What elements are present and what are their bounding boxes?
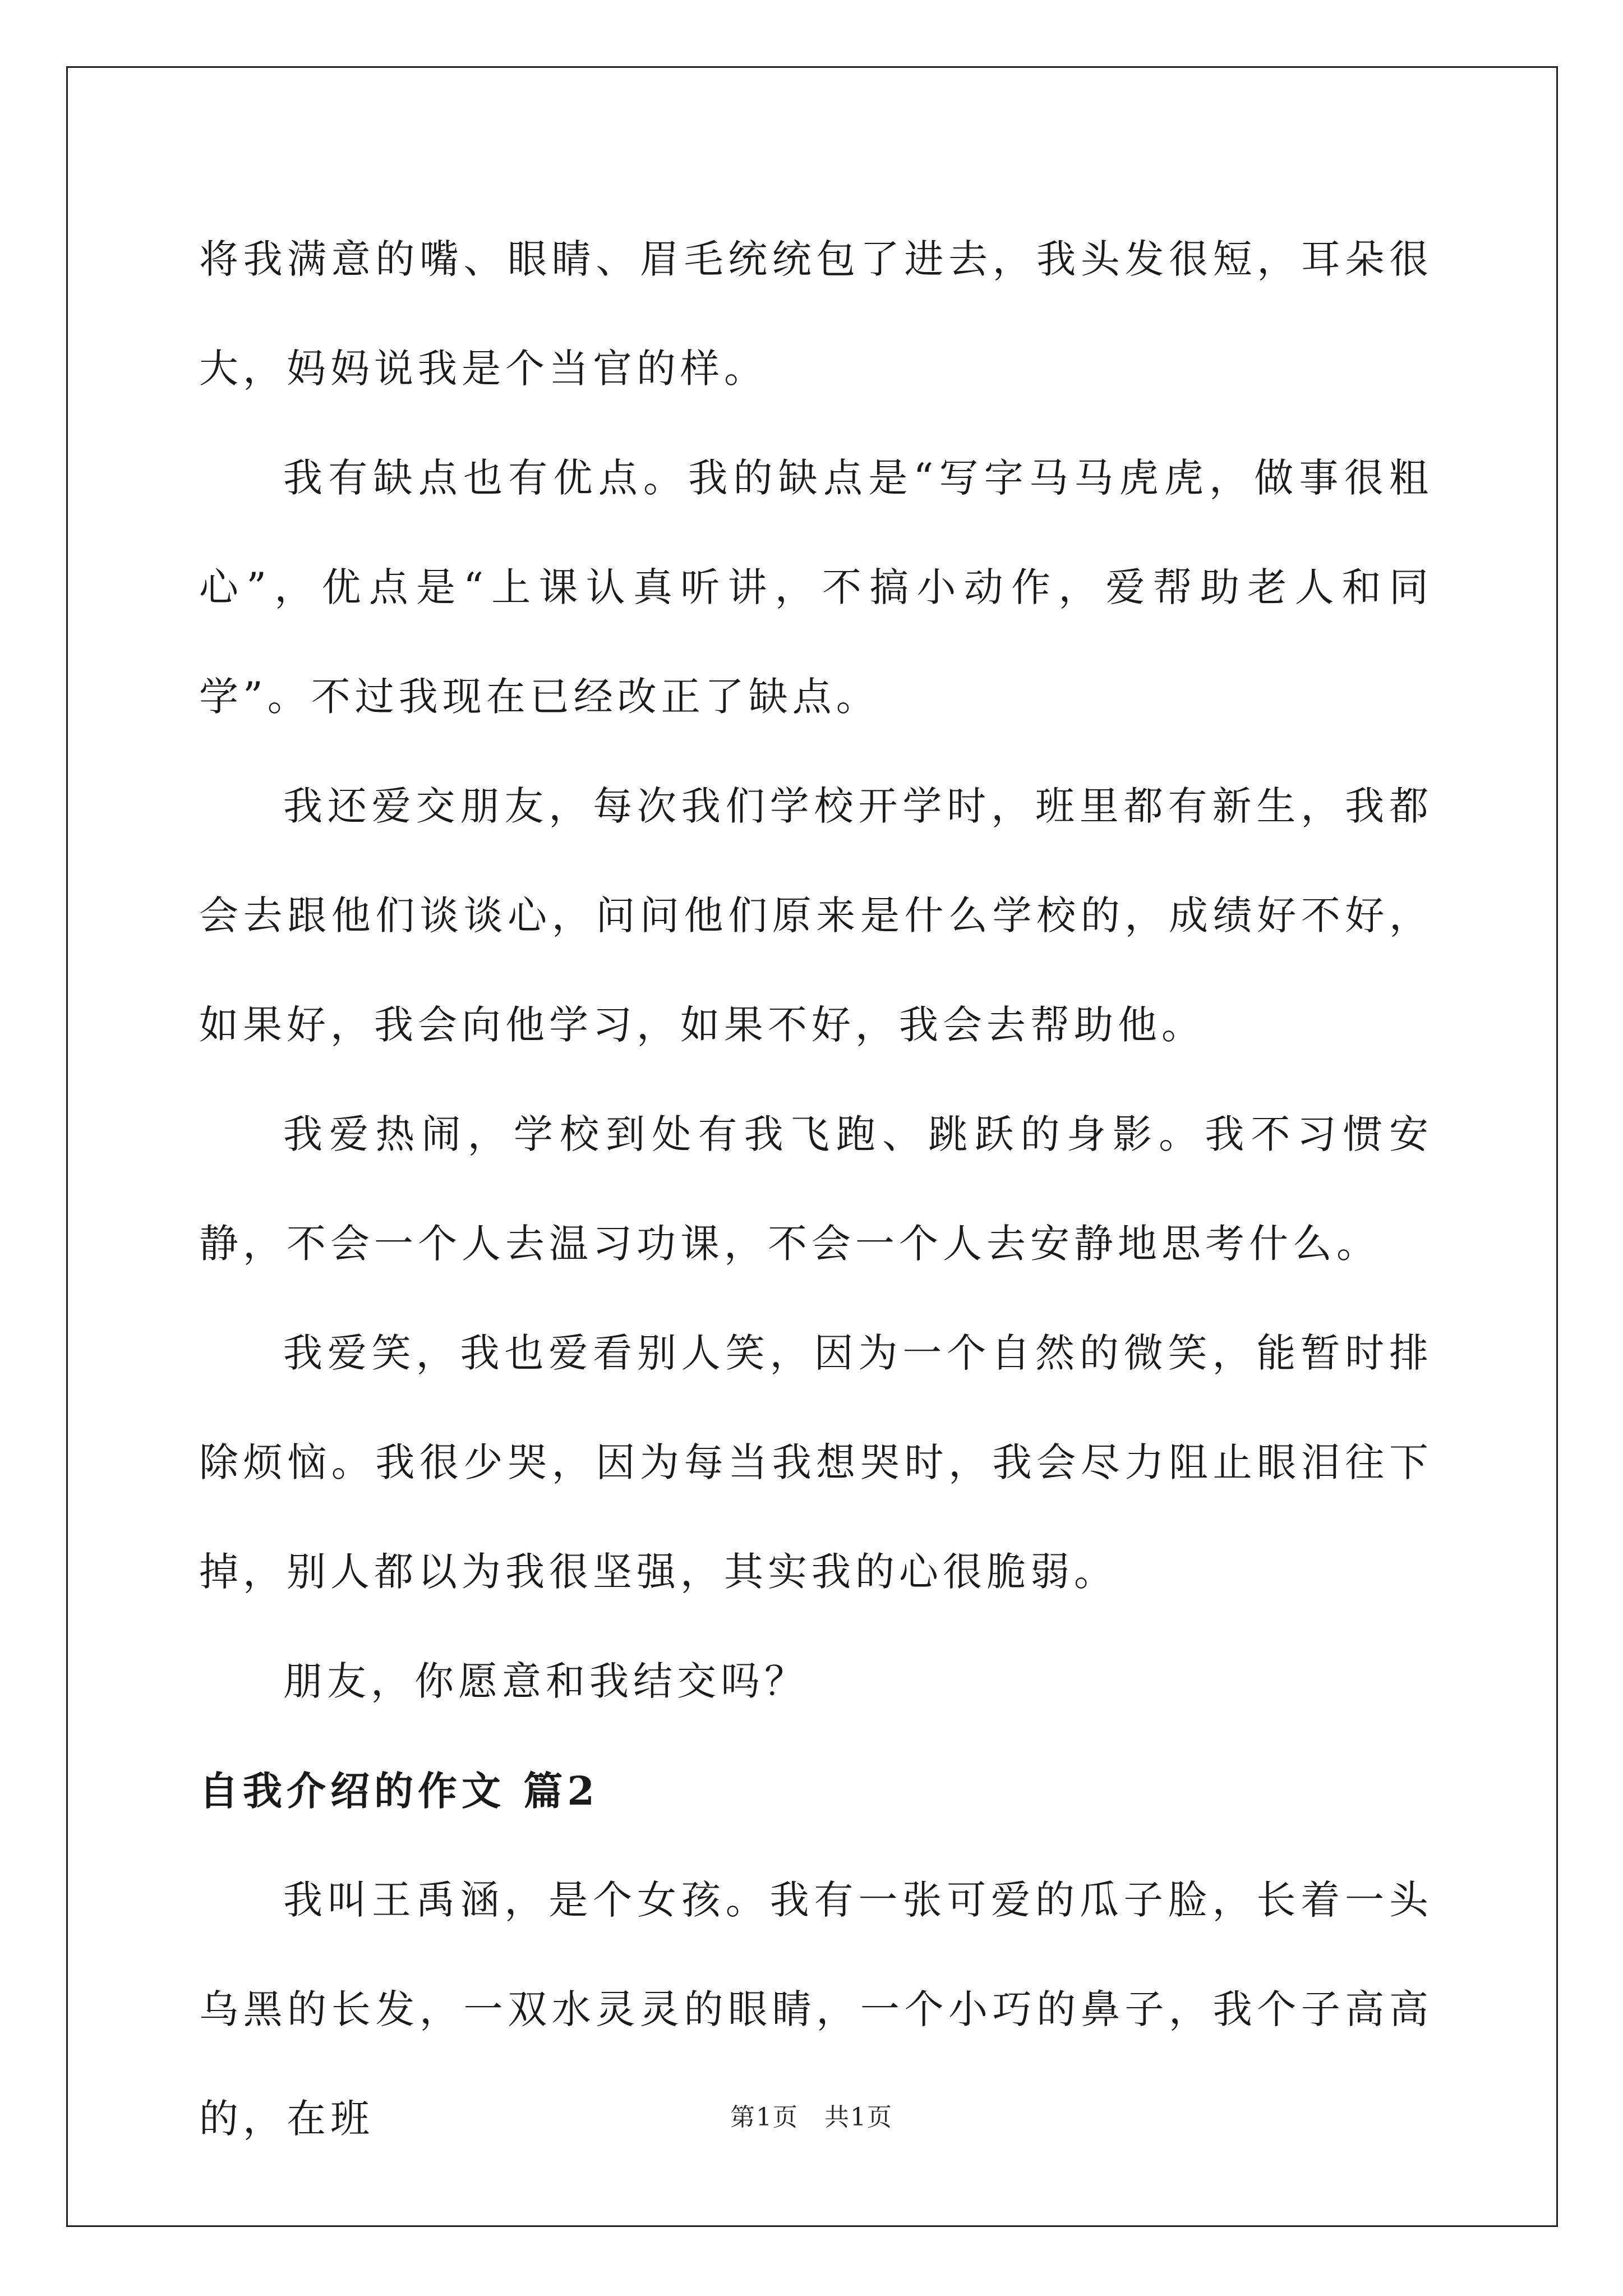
paragraph-2: 我有缺点也有优点。我的缺点是“写字马马虎虎，做事很粗心”，优点是“上课认真听讲，不搞小动作，爱帮助老人和同学”。不过我现在已经改正了缺点。 [199,455,1433,720]
paragraph-6: 朋友，你愿意和我结交吗？ [283,1658,808,1704]
document-body [199,205,1433,2174]
page-footer: 第1页 共1页 [730,2103,893,2132]
section-paragraph-1: 我叫王禹涵，是个女孩。我有一张可爱的瓜子脸，长着一头乌黑的长发，一双水灵灵的眼睛，一个小巧的鼻子，我个子高高的，在班 [199,1877,1433,2142]
paragraph-1: 将我满意的嘴、眼睛、眉毛统统包了进去，我头发很短，耳朵很大，妈妈说我是个当官的样。 [199,236,1433,392]
section-heading: 自我介绍的作文 篇2 [199,1768,600,1814]
paragraph-3: 我还爱交朋友，每次我们学校开学时，班里都有新生，我都会去跟他们谈谈心，问问他们原来是什么学校的，成绩好不好，如果好，我会向他学习，如果不好，我会去帮助他。 [199,783,1433,1048]
paragraph-4: 我爱热闹，学校到处有我飞跑、跳跃的身影。我不习惯安静，不会一个人去温习功课，不会一个人去安静地思考什么。 [199,1111,1433,1267]
paragraph-5: 我爱笑，我也爱看别人笑，因为一个自然的微笑，能暂时排除烦恼。我很少哭，因为每当我想哭时，我会尽力阻止眼泪往下掉，别人都以为我很坚强，其实我的心很脆弱。 [199,1330,1433,1595]
